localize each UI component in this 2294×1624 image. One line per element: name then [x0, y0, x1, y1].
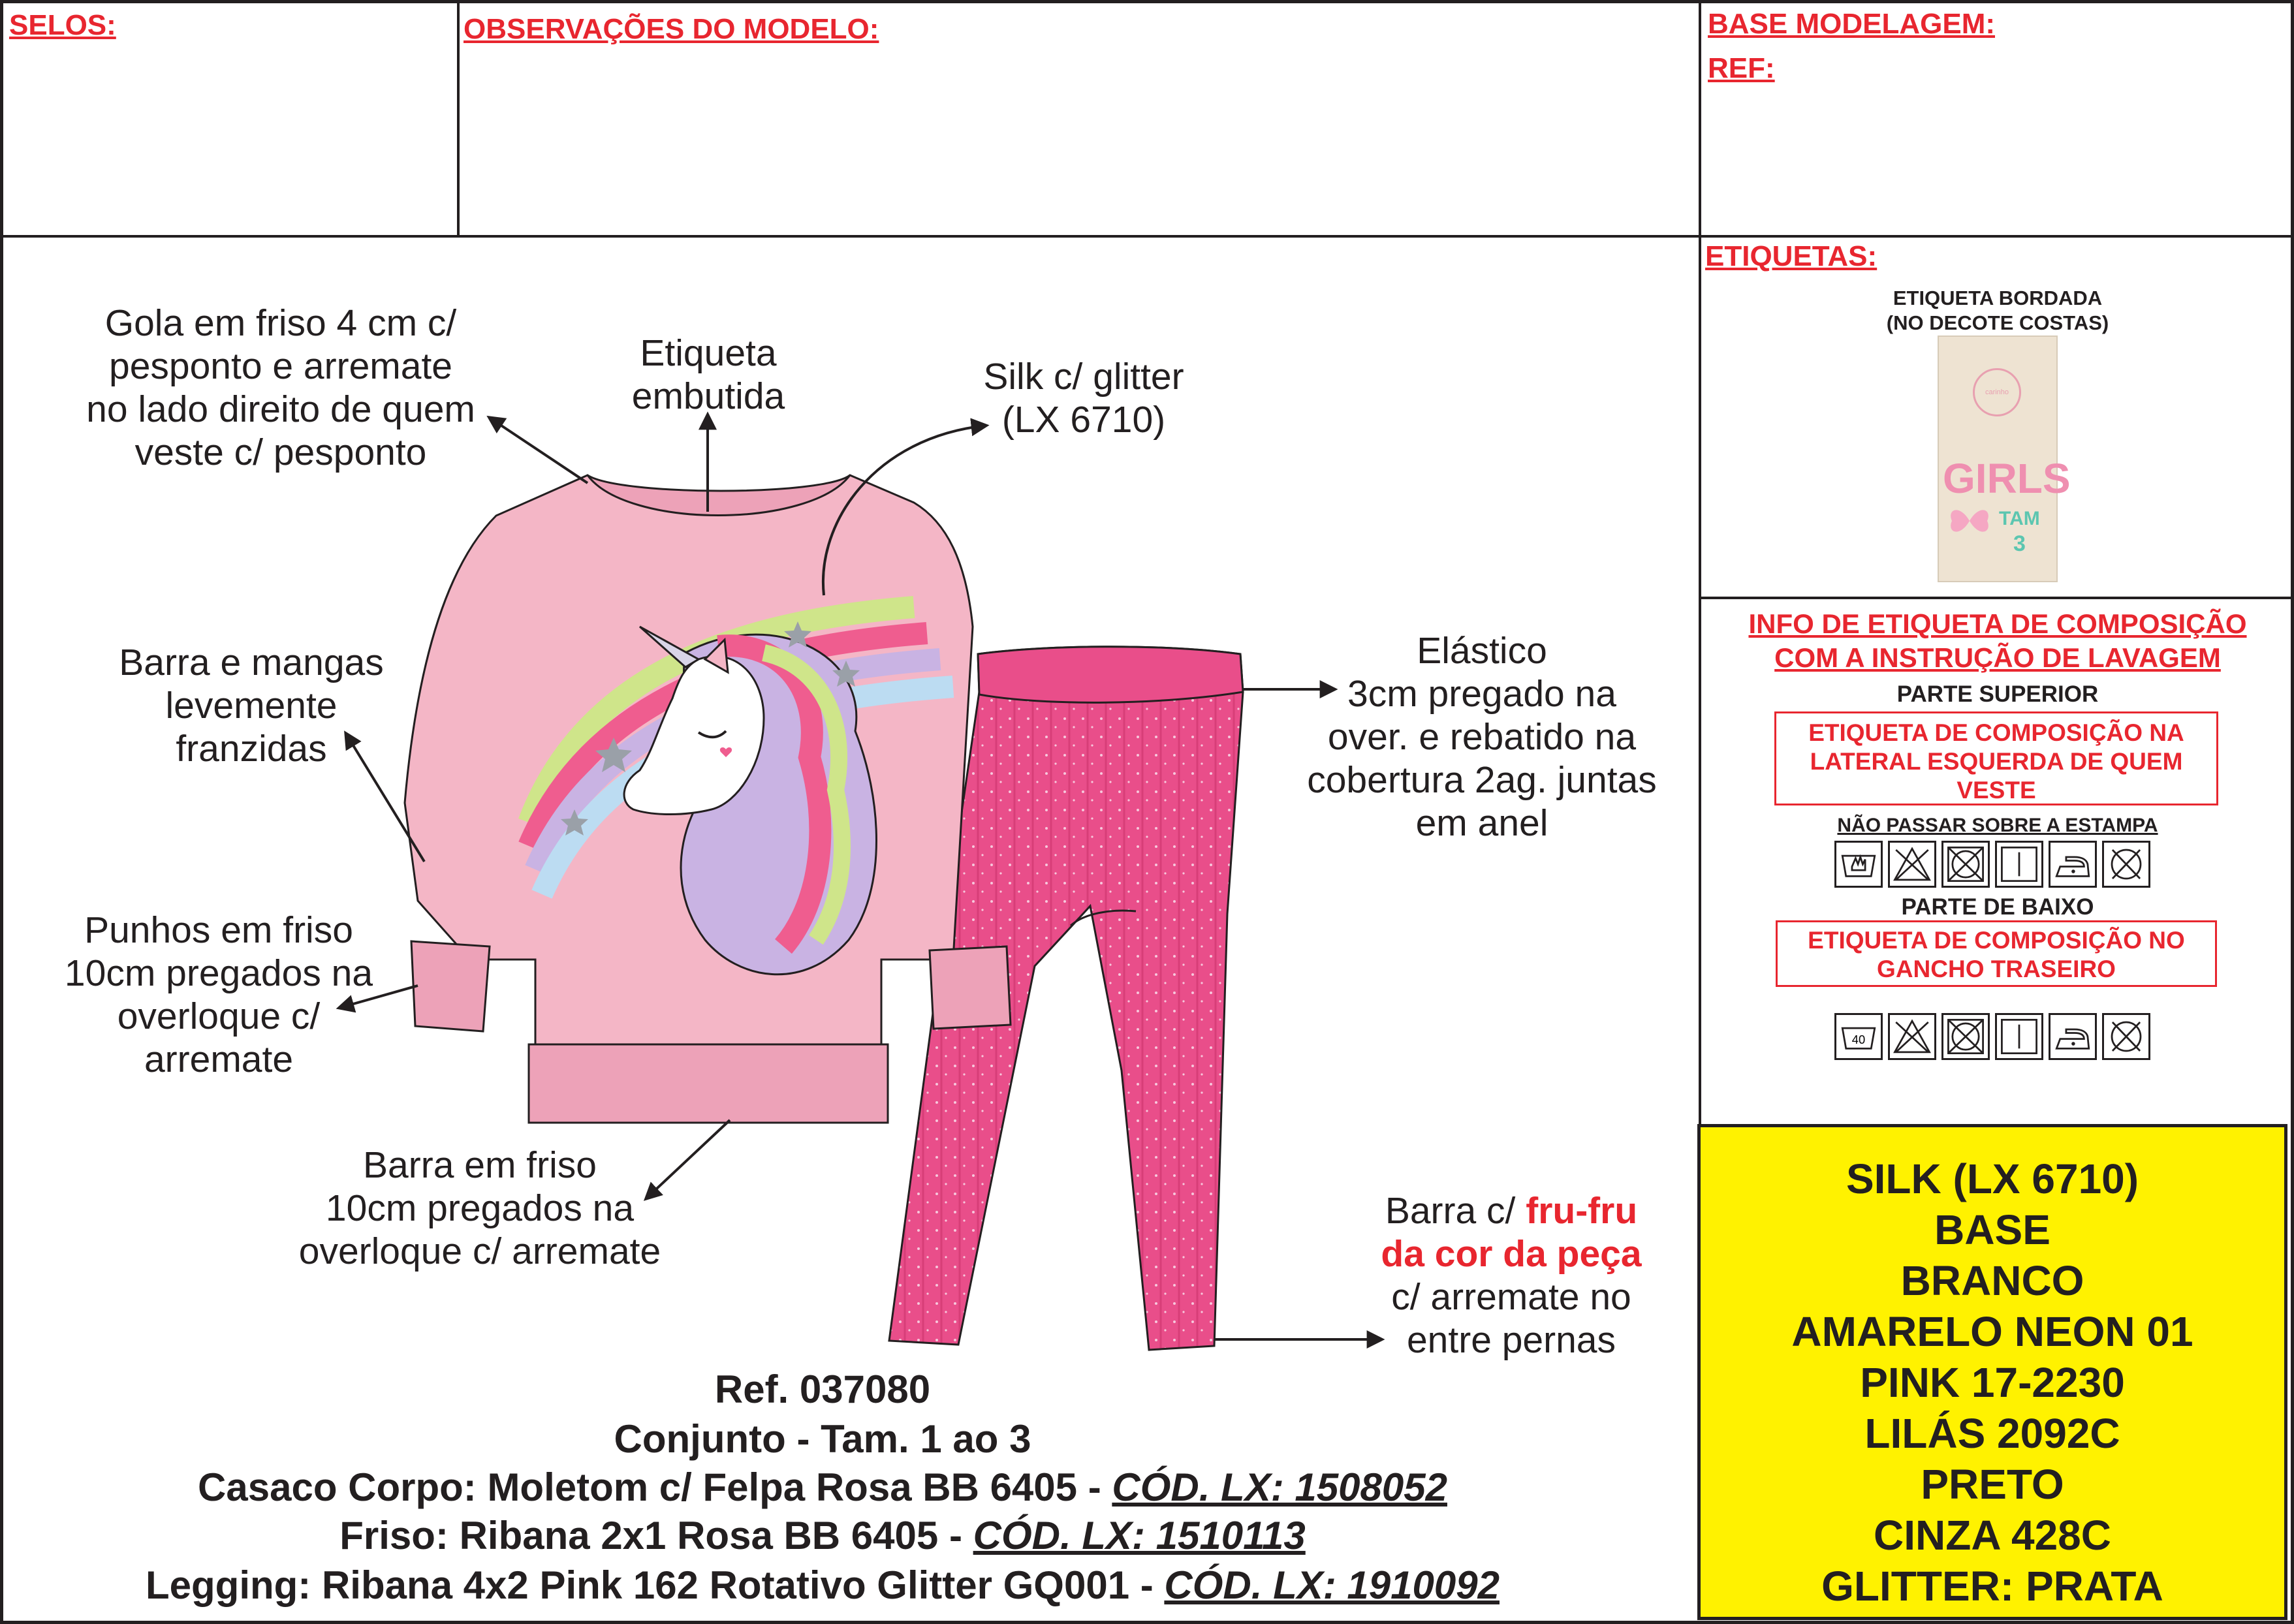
no-iron-note: NÃO PASSAR SOBRE A ESTAMPA	[1837, 815, 2158, 836]
annotation-etiqueta-line: Etiqueta	[640, 332, 777, 374]
label-size-value: 3	[2013, 531, 2026, 556]
barra-frufru-prefix: Barra c/	[1385, 1190, 1526, 1232]
barra-frufru-highlight: fru-fru	[1526, 1190, 1638, 1232]
bottom-part-label: PARTE DE BAIXO	[1901, 894, 2094, 920]
casaco-code: CÓD. LX: 1508052	[1112, 1465, 1447, 1509]
label-brand-text: carinho	[1985, 388, 2009, 396]
annotation-elastico-line: em anel	[1415, 802, 1548, 844]
etiqueta-caption-line1: ETIQUETA BORDADA	[1893, 287, 2103, 309]
observacoes-label: OBSERVAÇÕES DO MODELO:	[464, 13, 879, 45]
arrow-gola	[490, 418, 588, 483]
annotation-punhos-line: arremate	[144, 1038, 294, 1080]
annotation-silk-line: Silk c/ glitter	[983, 356, 1184, 398]
drip-dry-icon	[1995, 841, 2043, 888]
silk-color-line: PINK 17-2230	[1860, 1359, 2125, 1406]
silk-color-line: PRETO	[1921, 1461, 2064, 1508]
wash-temp-text: 40	[1851, 1033, 1866, 1046]
bottom-composition-box	[1776, 920, 2217, 987]
annotation-punhos	[52, 909, 385, 1081]
annotation-punhos-line: overloque c/	[117, 995, 321, 1037]
annotation-barra-frufru-line1	[1358, 1189, 1665, 1232]
silk-colors-box	[1697, 1124, 2287, 1620]
annotation-punhos-line: 10cm pregados na	[64, 952, 373, 994]
friso-text: Friso: Ribana 2x1 Rosa BB 6405 -	[339, 1514, 973, 1557]
bottom-composition-text: ETIQUETA DE COMPOSIÇÃO NO GANCHO TRASEIRO	[1808, 927, 2185, 982]
legging-code: CÓD. LX: 1910092	[1164, 1563, 1500, 1607]
annotation-gola-line: Gola em friso 4 cm c/	[104, 302, 457, 344]
care-symbols-top	[1834, 841, 2156, 888]
product-casaco	[0, 1465, 1645, 1510]
silk-color-line: SILK (LX 6710)	[1846, 1155, 2139, 1202]
iron-low-icon	[2049, 841, 2097, 888]
wash-40-icon	[1834, 1013, 1883, 1060]
label-size-word: TAM	[1999, 508, 2040, 529]
etiquetas-divider	[1700, 597, 2294, 599]
etiqueta-caption-line2: (NO DECOTE COSTAS)	[1886, 311, 2109, 334]
product-conjunto: Conjunto - Tam. 1 ao 3	[614, 1417, 1031, 1461]
care-symbols-bottom	[1834, 1013, 2156, 1060]
silk-color-line: BASE	[1934, 1206, 2050, 1253]
top-composition-text: ETIQUETA DE COMPOSIÇÃO NA LATERAL ESQUERDA DE QUEM VESTE	[1808, 719, 2184, 804]
annotation-barra-frufru	[1358, 1189, 1665, 1362]
no-bleach-icon	[1888, 841, 1936, 888]
casaco-text: Casaco Corpo: Moletom c/ Felpa Rosa BB 6405 -	[198, 1465, 1112, 1509]
no-dry-clean-icon	[2102, 1013, 2150, 1060]
ref-label: REF:	[1708, 52, 1775, 84]
embroidered-label	[1939, 337, 2071, 581]
annotation-barra-frufru-line: entre pernas	[1406, 1319, 1616, 1361]
annotation-barra-mangas	[98, 641, 405, 770]
sweater-hem-ribbing	[529, 1044, 888, 1123]
annotation-elastico	[1280, 629, 1684, 845]
col-divider-2	[1699, 0, 1701, 1125]
silk-color-line: LILÁS 2092C	[1864, 1410, 2120, 1457]
annotation-barra-friso-line: Barra em friso	[363, 1144, 597, 1186]
barra-frufru-highlight: da cor da peça	[1381, 1233, 1642, 1275]
annotation-elastico-line: Elástico	[1417, 630, 1547, 672]
composition-title	[1704, 607, 2291, 675]
drip-dry-icon	[1995, 1013, 2043, 1060]
annotation-silk-line: (LX 6710)	[1001, 399, 1166, 441]
annotation-elastico-line: cobertura 2ag. juntas	[1307, 759, 1657, 801]
silk-color-line: BRANCO	[1900, 1257, 2084, 1304]
top-composition-box	[1774, 711, 2218, 805]
left-cuff	[411, 941, 490, 1031]
annotation-elastico-line: 3cm pregado na	[1347, 673, 1616, 715]
annotation-gola-line: pesponto e arremate	[109, 345, 452, 387]
legging-waistband	[978, 647, 1243, 703]
selos-label: SELOS:	[9, 9, 116, 41]
top-part-label: PARTE SUPERIOR	[1896, 681, 2099, 707]
annotation-gola	[65, 302, 496, 474]
etiqueta-caption	[1815, 286, 2180, 336]
annotation-barra-friso	[281, 1144, 679, 1273]
no-dry-clean-icon	[2102, 841, 2150, 888]
annotation-barra-frufru-line: c/ arremate no	[1391, 1276, 1631, 1318]
product-legging	[0, 1563, 1645, 1608]
product-ref: Ref. 037080	[714, 1367, 931, 1411]
silk-color-line: AMARELO NEON 01	[1791, 1308, 2193, 1355]
iron-low-icon	[2049, 1013, 2097, 1060]
label-girls-text: GIRLS	[1943, 455, 2071, 502]
composition-title-line2: COM A INSTRUÇÃO DE LAVAGEM	[1774, 642, 2221, 673]
no-tumble-dry-icon	[1941, 1013, 1990, 1060]
composition-title-line1: INFO DE ETIQUETA DE COMPOSIÇÃO	[1748, 608, 2247, 639]
annotation-gola-line: veste c/ pesponto	[134, 431, 427, 473]
friso-code: CÓD. LX: 1510113	[973, 1514, 1306, 1557]
right-cuff	[930, 946, 1011, 1029]
annotation-barra-mangas-line: Barra e mangas	[119, 642, 384, 683]
annotation-etiqueta-line: embutida	[631, 375, 785, 417]
product-friso	[0, 1513, 1645, 1558]
annotation-gola-line: no lado direito de quem	[86, 388, 475, 430]
no-bleach-icon	[1888, 1013, 1936, 1060]
hand-wash-icon	[1834, 841, 1883, 888]
annotation-barra-mangas-line: levemente	[165, 685, 338, 726]
annotation-punhos-line: Punhos em friso	[84, 909, 353, 951]
annotation-etiqueta	[588, 332, 829, 418]
etiquetas-title: ETIQUETAS:	[1705, 240, 1878, 272]
annotation-barra-friso-line: overloque c/ arremate	[298, 1230, 661, 1272]
silk-color-line: GLITTER: PRATA	[1821, 1563, 2163, 1610]
annotation-barra-mangas-line: franzidas	[176, 728, 327, 770]
silk-color-line: CINZA 428C	[1874, 1512, 2111, 1559]
butterfly-icon	[1947, 504, 1992, 538]
base-modelagem-label: BASE MODELAGEM:	[1708, 8, 1995, 40]
legging-text: Legging: Ribana 4x2 Pink 162 Rotativo Glitter GQ001 -	[146, 1563, 1165, 1607]
label-brand-circle	[1973, 368, 2021, 416]
annotation-silk	[953, 355, 1214, 441]
annotation-barra-friso-line: 10cm pregados na	[325, 1187, 635, 1229]
no-tumble-dry-icon	[1941, 841, 1990, 888]
annotation-elastico-line: over. e rebatido na	[1327, 716, 1637, 758]
